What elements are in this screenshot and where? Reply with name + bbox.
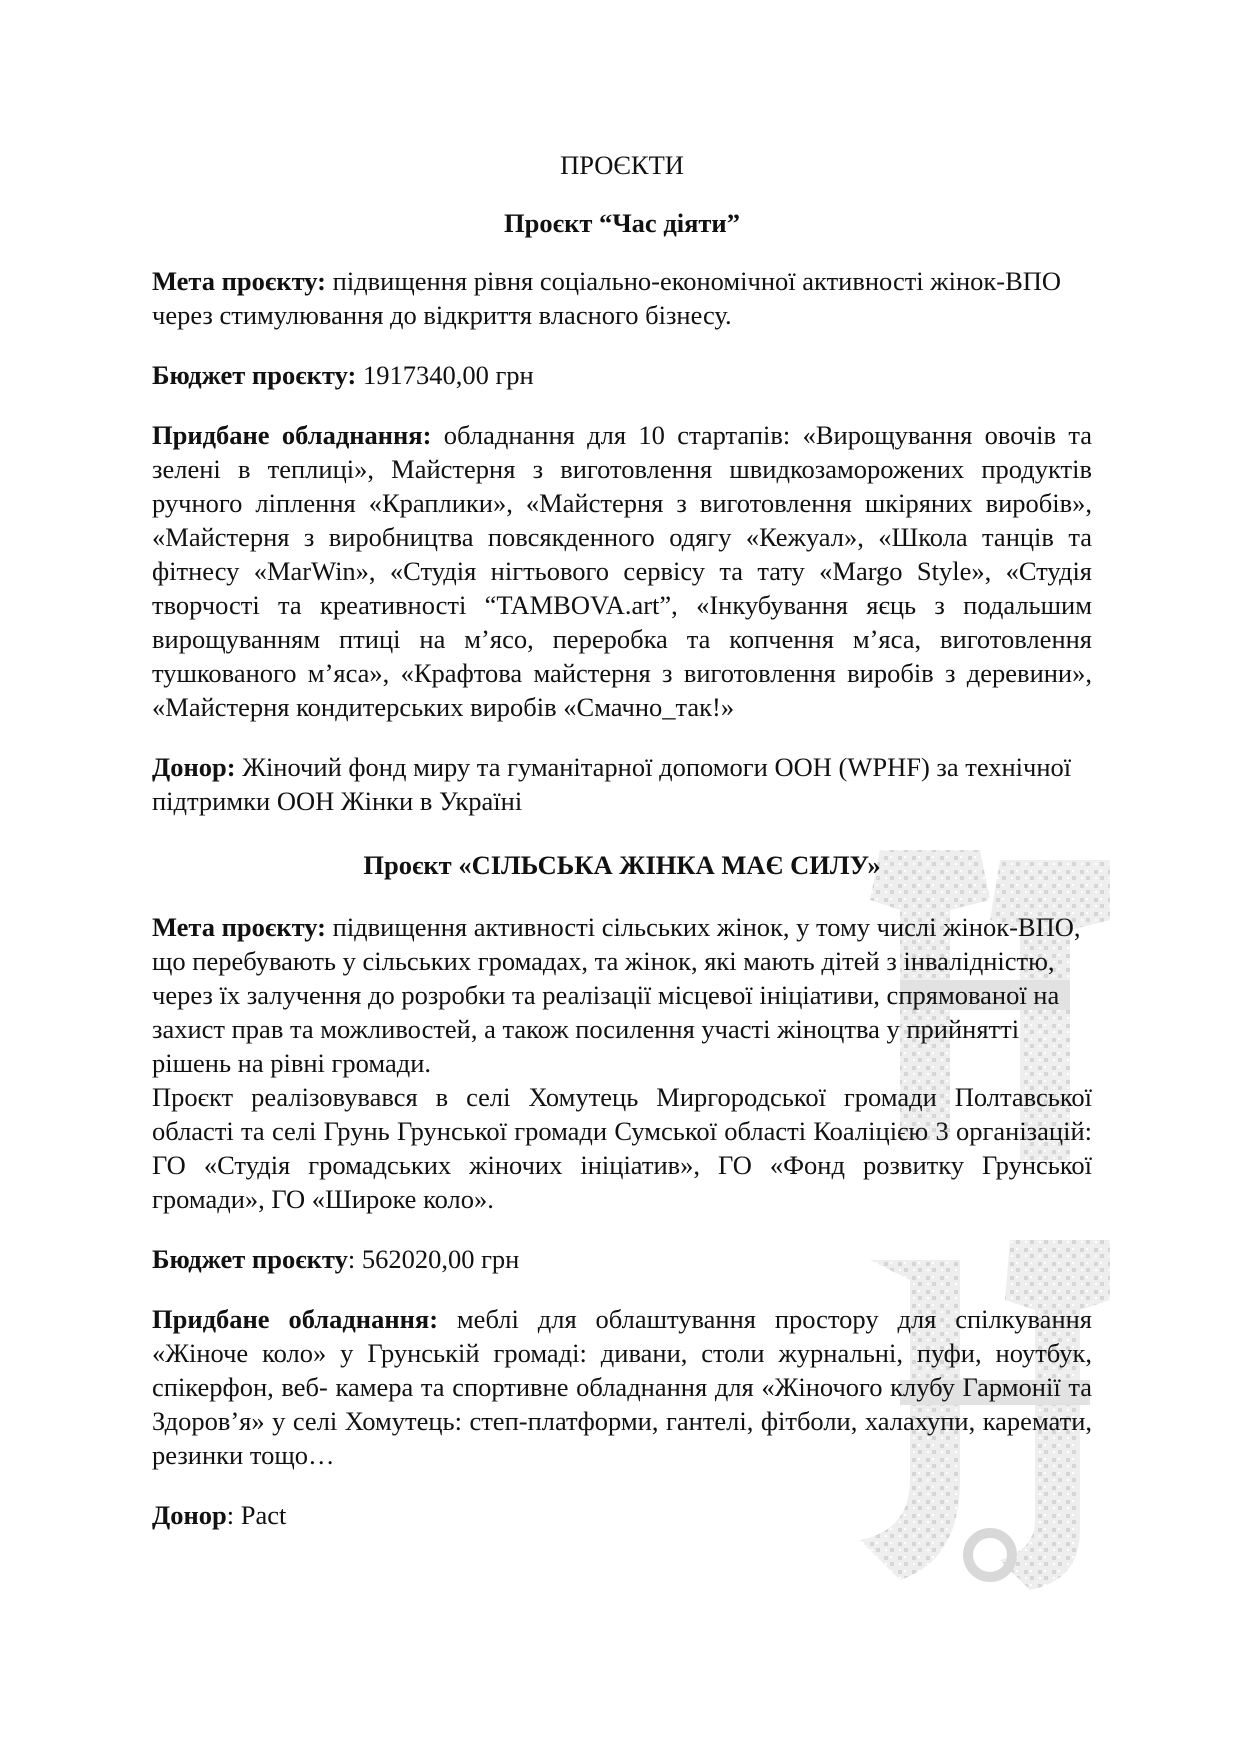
project1-budget (152, 358, 1092, 392)
page-title: ПРОЄКТИ (560, 150, 684, 180)
project1-donor (152, 750, 1092, 818)
project2-goal-text: підвищення активності сільських жінок, у тому числі жінок-ВПО, що перебувають у сільських громадах, та жінок, які мають дітей з інвалідністю, через їх залучення до розробки та реалізації місцевої ініціативи, спрямованої на захист прав та можливостей, а також посилення участі жіноцтва у прийнятті рішень на рівні громади. (152, 912, 1081, 1078)
project2-heading: Проєкт «СІЛЬСЬКА ЖІНКА МАЄ СИЛУ» (363, 850, 881, 880)
project1-donor-text: Жіночий фонд миру та гуманітарної допомоги ООН (WPHF) за технічної підтримки ООН Жінки в Україні (152, 752, 1072, 816)
project1-equipment-label: Придбане обладнання: (152, 420, 432, 450)
project1-goal-label: Мета проєкту: (152, 266, 327, 296)
project2-budget-text: : 562020,00 грн (347, 1244, 520, 1274)
project2-donor-label: Донор (152, 1500, 227, 1530)
project2-equipment (152, 1302, 1092, 1472)
project1-budget-text: 1917340,00 грн (356, 360, 534, 390)
project2-goal (152, 910, 1092, 1080)
project2-donor-text: : Pact (226, 1500, 287, 1530)
project2-donor (152, 1498, 1092, 1532)
project1-equipment (152, 418, 1092, 724)
project1-equipment-text: обладнання для 10 стартапів: «Вирощування овочів та зелені в теплиці», Майстерня з виготовлення швидкозаморожених продуктів ручного ліплення «Краплики», «Майстерня з виготовлення шкіряних виробів», «Майстерня з виробництва повсякденного одягу «Кежуал», «Школа танців та фітнесу «MarWin», «Студія нігтьового сервісу та тату «Margo Style», «Студія творчості та креативності “TAMBOVA.art”, «Інкубування яєць з подальшим вирощуванням птиці на м’ясо, переробка та копчення м’яса, виготовлення тушкованого м’яса», «Крафтова майстерня з виготовлення виробів з деревини», «Майстерня кондитерських виробів «Смачно_так!» (152, 420, 1092, 722)
project2-equipment-label: Придбане обладнання: (152, 1304, 439, 1334)
project2-budget-label: Бюджет проєкту (152, 1244, 348, 1274)
document-body (152, 148, 1092, 1558)
project1-goal-text: підвищення рівня соціально-економічної активності жінок-ВПО через стимулювання до відкриття власного бізнесу. (152, 266, 1062, 330)
project2-budget (152, 1242, 1092, 1276)
project1-heading: Проєкт “Час діяти” (504, 208, 740, 238)
project2-implementation: Проєкт реалізовувався в селі Хомутець Миргородської громади Полтавської області та селі Грунь Грунської громади Сумської області Коаліцією 3 організацій: ГО «Студія громадських жіночих ініціатив», ГО «Фонд розвитку Грунської громади», ГО «Широке коло». (152, 1082, 1092, 1214)
project2-equipment-text: меблі для облаштування простору для спілкування «Жіноче коло» у Грунській громаді: дивани, столи журнальні, пуфи, ноутбук, спікерфон, веб- камера та спортивне обладнання для «Жіночого клубу Гармонії та Здоров’я» у селі Хомутець: степ-платформи, гантелі, фітболи, халахупи, каремати, резинки тощо… (152, 1304, 1092, 1470)
project1-goal (152, 264, 1092, 332)
project1-budget-label: Бюджет проєкту: (152, 360, 357, 390)
project2-goal-label: Мета проєкту: (152, 912, 327, 942)
project1-donor-label: Донор: (152, 752, 236, 782)
